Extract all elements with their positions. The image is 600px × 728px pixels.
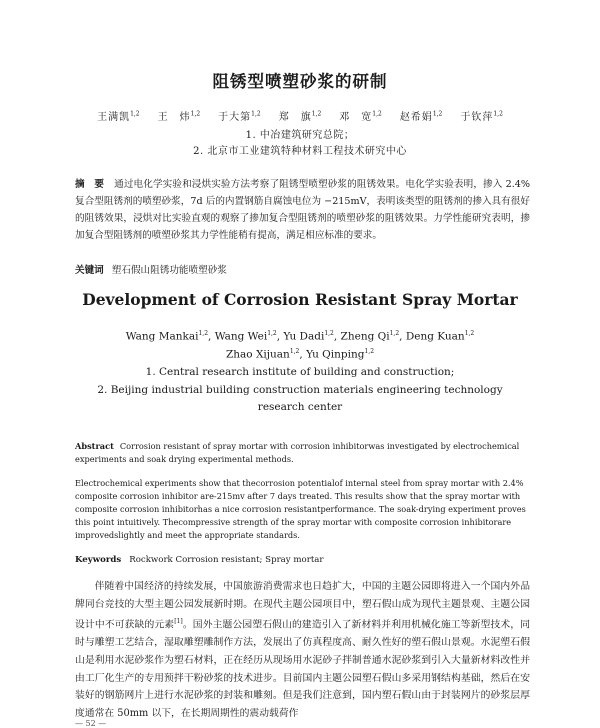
- author-affiliation-sup: 1,2: [389, 330, 400, 337]
- author-separator: ,: [299, 348, 307, 361]
- author-affiliation-sup: 1,2: [190, 110, 201, 118]
- body-text-b: 。国外主题公园塑石假山的建造引入了新材料并利用机械化施工等新型技术，同时与雕塑工艺结合，湿取雕塑雕制作方法，发展出了仿真程度高、耐久性好的塑石假山景观。水泥塑石假山是利用水泥砂浆作为塑石材料，正在经历从现场用水泥砂子拌制普通水泥砂浆到引入大量新材料改性并由工厂化生产的专用预拌干粉砂浆的技术进步。目前国内主题公园塑石假山多采用钢结构基础，然后在安装好的钢筋网片上进行水泥砂浆的封装和雕刻。但是我们注意到，国内塑石假山由于封装网片的砂浆层厚度通常在 50mm 以下，在长期周期性的震动载荷作: [75, 619, 531, 720]
- cn-abstract-label: 摘 要: [75, 179, 105, 190]
- author-affiliation-sup: 1,2: [464, 330, 475, 337]
- author-name: Yu Dadi: [283, 330, 325, 343]
- author-affiliation-sup: 1,2: [364, 348, 375, 355]
- en-affiliation-2: 2. Beijing industrial building construction materials engineering technology: [97, 384, 503, 396]
- author-name: 于大第: [218, 112, 252, 123]
- en-keywords: [75, 555, 530, 565]
- citation: [1]: [174, 618, 183, 626]
- cn-abstract: [75, 176, 530, 244]
- en-affiliation-1: 1. Central research institute of building and construction;: [145, 366, 455, 378]
- author-affiliation-sup: 1,2: [372, 110, 382, 118]
- author-name: 王满凯: [97, 112, 131, 123]
- author-affiliation-sup: 1,2: [432, 110, 443, 118]
- en-authors-line1: [0, 330, 600, 343]
- en-abstract-p1: Corrosion resistant of spray mortar with corrosion inhibitorwas investigated by electrochemical experiments and soak drying experimental methods.: [75, 441, 520, 464]
- en-abstract-p2: Electrochemical experiments show that thecorrosion potentialof internal steel from spray mortar with 2.4% composite corrosion inhibitor are-215mv after 7 days treated. This results show that the spray mortar with composite corrosion inhibitorhas a nice corrosion resistantperformance. The soak-drying experiment proves this point intuitively. Thecompressive strength of the spray mortar with composite corrosion inhibitorare improvedslightly and meet the appropriate standards.: [75, 478, 526, 540]
- en-abstract-label: Abstract: [75, 441, 114, 451]
- cn-authors: [0, 108, 600, 123]
- author-name: 于钦萍: [460, 112, 494, 123]
- author-name: 赵希娟: [399, 112, 433, 123]
- author-affiliation-sup: 1,2: [493, 110, 503, 118]
- body-text-a: 伴随着中国经济的持续发展，中国旅游消费需求也日趋扩大，中国的主题公园即将进入一个国内外品牌同台竞技的大型主题公园发展新时期。在现代主题公园项目中，塑石假山成为现代主题景观、主题公园设计中不可获缺的元素: [75, 581, 530, 631]
- en-keywords-text: Rockwork Corrosion resistant; Spray mortar: [129, 555, 324, 565]
- author-name: Wang Mankai: [125, 330, 199, 343]
- en-authors-line2: [0, 348, 600, 361]
- author-name: 王 炜: [157, 112, 191, 123]
- author-affiliation-sup: 1,2: [311, 110, 322, 118]
- en-abstract: [75, 440, 530, 466]
- cn-keywords-text: 塑石假山阻锈功能喷塑砂浆: [111, 265, 227, 276]
- author-affiliation-sup: 1,2: [251, 110, 261, 118]
- author-name: Deng Kuan: [405, 330, 465, 343]
- author-affiliation-sup: 1,2: [198, 330, 209, 337]
- author-name: 邓 宽: [339, 112, 373, 123]
- author-name: Zhao Xijuan: [225, 348, 290, 361]
- author-separator: ,: [333, 330, 341, 343]
- en-title: Development of Corrosion Resistant Spray Mortar: [82, 290, 518, 309]
- author-separator: ,: [399, 330, 406, 343]
- en-affiliation-3: research center: [257, 401, 343, 413]
- author-affiliation-sup: 1,2: [130, 110, 140, 118]
- cn-title: 阻锈型喷塑砂浆的研制: [212, 72, 388, 91]
- author-separator: ,: [276, 330, 284, 343]
- author-affiliation-sup: 1,2: [267, 330, 277, 337]
- page-number: — 52 —: [75, 719, 107, 728]
- author-name: Wang Wei: [214, 330, 268, 343]
- en-keywords-label: Keywords: [75, 555, 122, 565]
- author-name: Zheng Qi: [340, 330, 390, 343]
- cn-keywords-label: 关键词: [75, 265, 104, 276]
- cn-affiliation-2: 2. 北京市工业建筑特种材料工程技术研究中心: [193, 146, 407, 157]
- author-name: Yu Qinping: [306, 348, 365, 361]
- cn-abstract-text: 通过电化学实验和浸烘实验方法考察了阻锈型喷塑砂浆的阻锈效果。电化学实验表明，掺入 2.4%复合型阻锈剂的喷塑砂浆，7d 后的内置钢筋自腐蚀电位为 −215mV，表明该类型的阻锈剂的掺入具有很好的阻锈效果，浸烘对比实验直观的观察了掺加复合型阻锈剂的喷塑砂浆的阻锈效果。力学性能研究表明，掺加复合型阻锈剂的喷塑砂浆其力学性能稍有提高，满足相应标准的要求。: [75, 179, 531, 241]
- author-affiliation-sup: 1,2: [289, 348, 300, 355]
- cn-affiliation-1: 1. 中冶建筑研究总院；: [245, 130, 355, 141]
- cn-keywords: [75, 262, 530, 276]
- author-separator: ,: [208, 330, 215, 343]
- body-paragraph: [75, 578, 530, 723]
- author-name: 郑 旗: [278, 112, 312, 123]
- author-affiliation-sup: 1,2: [324, 330, 334, 337]
